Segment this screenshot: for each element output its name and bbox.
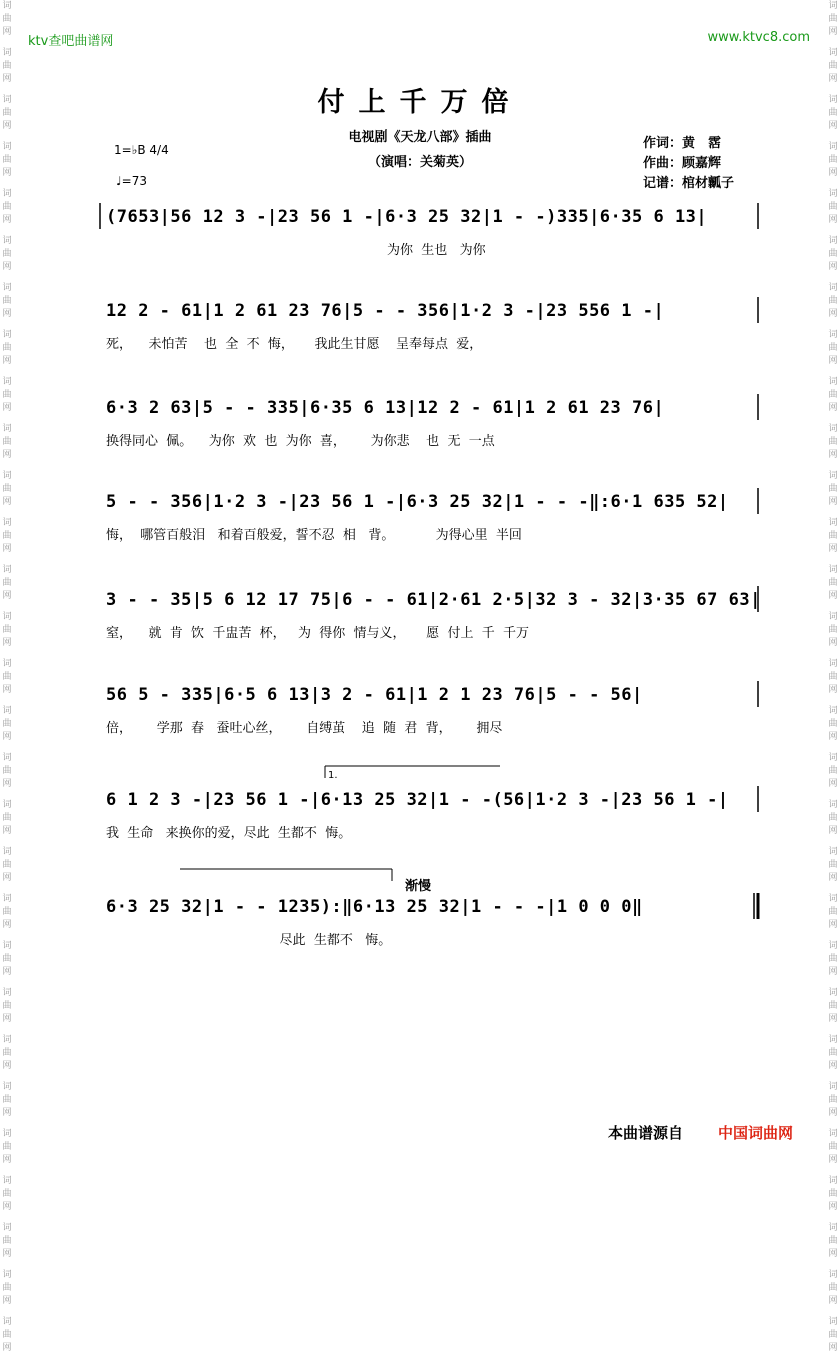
watermark-char: 网: [828, 450, 838, 460]
lyrics: 窒， 就 肯 饮 千盅苦 杯， 为 得你 情与义， 愿 付上 千 千万: [106, 626, 529, 641]
watermark-char: 网: [2, 967, 12, 977]
tempo-marking: ♩=73: [116, 174, 147, 188]
watermark-char: 词: [2, 236, 12, 246]
watermark-char: 词: [2, 847, 12, 857]
key-signature: 1=♭B 4/4: [114, 143, 169, 157]
header-left-site: ktv查吧曲谱网: [28, 34, 114, 49]
tempo-mark-ritardando: 渐慢: [405, 879, 432, 894]
watermark-char: 网: [828, 732, 838, 742]
watermark-char: 网: [828, 1014, 838, 1024]
watermark-char: 词: [2, 471, 12, 481]
watermark-char: 词: [2, 753, 12, 763]
watermark-gap: [0, 321, 14, 329]
watermark-gap: [826, 462, 840, 470]
watermark-char: 词: [828, 471, 838, 481]
watermark-char: 词: [828, 330, 838, 340]
watermark-gap: [0, 979, 14, 987]
watermark-char: 词: [828, 659, 838, 669]
watermark-gap: [0, 556, 14, 564]
watermark-char: 网: [828, 403, 838, 413]
watermark-char: 曲: [2, 1283, 12, 1293]
watermark-gap: [826, 697, 840, 705]
watermark-char: 曲: [2, 249, 12, 259]
watermark-char: 网: [2, 215, 12, 225]
left-watermark-strip: [0, 0, 14, 1353]
notes: 6·3 25 32|1 - - 1235):‖6·13 25 32|1 - - -|1 0 0 0‖: [106, 897, 643, 917]
watermark-char: 网: [828, 309, 838, 319]
watermark-char: 曲: [828, 1330, 838, 1340]
watermark-char: 网: [2, 1343, 12, 1353]
watermark-char: 网: [828, 262, 838, 272]
watermark-char: 曲: [2, 1001, 12, 1011]
watermark-char: 曲: [2, 954, 12, 964]
watermark-char: 词: [828, 1223, 838, 1233]
watermark-gap: [826, 932, 840, 940]
watermark-char: 词: [828, 189, 838, 199]
watermark-char: 网: [828, 215, 838, 225]
watermark-gap: [0, 1355, 14, 1363]
watermark-char: 词: [828, 1176, 838, 1186]
notes: (7653|56 12 3 -|23 56 1 -|6·3 25 32|1 - -)335|6·35 6 13|: [106, 207, 708, 227]
watermark-char: 词: [2, 612, 12, 622]
watermark-char: 词: [828, 48, 838, 58]
watermark-char: 曲: [2, 1048, 12, 1058]
lyricist: 作词：黄 霑: [643, 136, 722, 151]
watermark-char: 网: [2, 1296, 12, 1306]
notation-by: 记谱：棺材瓤子: [643, 176, 735, 191]
watermark-char: 网: [2, 450, 12, 460]
watermark-char: 词: [2, 1317, 12, 1327]
watermark-char: 词: [2, 142, 12, 152]
watermark-char: 词: [828, 1270, 838, 1280]
watermark-gap: [826, 39, 840, 47]
watermark-char: 网: [2, 779, 12, 789]
watermark-char: 曲: [828, 249, 838, 259]
watermark-char: 网: [828, 685, 838, 695]
watermark-char: 词: [2, 1176, 12, 1186]
watermark-char: 曲: [828, 155, 838, 165]
watermark-char: 词: [2, 330, 12, 340]
watermark-gap: [826, 556, 840, 564]
watermark-gap: [0, 415, 14, 423]
notes: 6·3 2 63|5 - - 335|6·35 6 13|12 2 - 61|1 2 61 23 76|: [106, 398, 665, 418]
watermark-char: 网: [828, 168, 838, 178]
watermark-gap: [826, 1261, 840, 1269]
watermark-char: 词: [2, 894, 12, 904]
watermark-char: 词: [828, 1129, 838, 1139]
watermark-gap: [0, 462, 14, 470]
watermark-gap: [826, 1167, 840, 1175]
watermark-char: 词: [828, 847, 838, 857]
watermark-char: 网: [828, 544, 838, 554]
watermark-gap: [826, 1026, 840, 1034]
performer: （演唱：关菊英）: [367, 155, 472, 170]
watermark-char: 网: [2, 1249, 12, 1259]
watermark-char: 网: [2, 168, 12, 178]
watermark-char: 曲: [828, 531, 838, 541]
notes: 12 2 - 61|1 2 61 23 76|5 - - 356|1·2 3 -|23 556 1 -|: [106, 301, 665, 321]
watermark-char: 曲: [828, 437, 838, 447]
watermark-char: 曲: [2, 1236, 12, 1246]
watermark-char: 曲: [828, 813, 838, 823]
watermark-char: 网: [2, 873, 12, 883]
watermark-char: 曲: [2, 296, 12, 306]
watermark-char: 词: [2, 1270, 12, 1280]
watermark-char: 词: [2, 565, 12, 575]
watermark-gap: [826, 368, 840, 376]
watermark-char: 网: [828, 920, 838, 930]
watermark-gap: [0, 1026, 14, 1034]
watermark-char: 词: [2, 1129, 12, 1139]
watermark-char: 网: [2, 685, 12, 695]
watermark-char: 词: [828, 612, 838, 622]
watermark-char: 网: [2, 27, 12, 37]
lyrics: 尽此 生都不 悔。: [106, 933, 392, 948]
watermark-char: 词: [828, 1317, 838, 1327]
watermark-char: 曲: [828, 1283, 838, 1293]
watermark-gap: [826, 979, 840, 987]
watermark-char: 网: [828, 497, 838, 507]
watermark-char: 网: [2, 826, 12, 836]
watermark-char: 曲: [828, 1048, 838, 1058]
watermark-char: 词: [2, 659, 12, 669]
watermark-char: 曲: [828, 860, 838, 870]
watermark-gap: [0, 744, 14, 752]
watermark-char: 曲: [2, 61, 12, 71]
watermark-char: 网: [828, 27, 838, 37]
watermark-char: 网: [828, 1108, 838, 1118]
watermark-char: 曲: [828, 1095, 838, 1105]
watermark-char: 曲: [2, 531, 12, 541]
watermark-char: 网: [2, 74, 12, 84]
watermark-char: 曲: [828, 1236, 838, 1246]
watermark-char: 网: [2, 732, 12, 742]
watermark-char: 网: [828, 873, 838, 883]
watermark-gap: [0, 368, 14, 376]
volta-label: 1.: [328, 770, 338, 781]
watermark-char: 曲: [828, 719, 838, 729]
watermark-char: 曲: [828, 296, 838, 306]
watermark-gap: [0, 1308, 14, 1316]
watermark-char: 词: [828, 142, 838, 152]
watermark-char: 词: [828, 753, 838, 763]
watermark-char: 网: [2, 121, 12, 131]
watermark-char: 网: [828, 74, 838, 84]
watermark-gap: [826, 838, 840, 846]
lyrics: 悔， 哪管百般泪 和着百般爱，誓不忍 相 背。 为得心里 半回: [106, 528, 522, 543]
watermark-char: 网: [828, 591, 838, 601]
watermark-gap: [826, 650, 840, 658]
watermark-char: 网: [828, 356, 838, 366]
watermark-char: 词: [828, 424, 838, 434]
watermark-char: 曲: [828, 390, 838, 400]
watermark-char: 网: [2, 1108, 12, 1118]
watermark-char: 曲: [828, 202, 838, 212]
watermark-gap: [0, 1120, 14, 1128]
watermark-gap: [0, 180, 14, 188]
watermark-gap: [826, 274, 840, 282]
credits: [643, 134, 734, 194]
watermark-char: 曲: [2, 625, 12, 635]
watermark-gap: [0, 838, 14, 846]
watermark-char: 词: [2, 1035, 12, 1045]
watermark-gap: [826, 1214, 840, 1222]
watermark-char: 词: [2, 988, 12, 998]
watermark-char: 曲: [828, 484, 838, 494]
watermark-char: 网: [2, 1155, 12, 1165]
lyrics: 换得同心 佩。 为你 欢 也 为你 喜， 为你悲 也 无 一点: [106, 434, 495, 449]
watermark-gap: [0, 509, 14, 517]
watermark-char: 曲: [2, 343, 12, 353]
watermark-char: 词: [828, 565, 838, 575]
watermark-char: 曲: [828, 14, 838, 24]
watermark-char: 网: [2, 262, 12, 272]
watermark-gap: [826, 885, 840, 893]
watermark-char: 词: [828, 236, 838, 246]
watermark-char: 网: [828, 779, 838, 789]
lyrics: 我 生命 来换你的爱，尽此 生都不 悔。: [106, 826, 352, 841]
watermark-char: 曲: [2, 1330, 12, 1340]
watermark-gap: [826, 321, 840, 329]
watermark-char: 网: [828, 1296, 838, 1306]
watermark-char: 词: [2, 283, 12, 293]
watermark-gap: [0, 1167, 14, 1175]
watermark-char: 词: [2, 1, 12, 11]
watermark-char: 曲: [2, 860, 12, 870]
watermark-char: 网: [2, 356, 12, 366]
watermark-char: 曲: [828, 672, 838, 682]
watermark-char: 词: [2, 48, 12, 58]
lyrics: 倍， 学那 春 蚕吐心丝， 自缚茧 追 随 君 背， 拥尽: [106, 721, 503, 736]
watermark-char: 网: [2, 497, 12, 507]
watermark-char: 网: [2, 544, 12, 554]
watermark-char: 网: [2, 920, 12, 930]
lyrics: 为你 生也 为你: [106, 243, 486, 258]
watermark-char: 词: [2, 518, 12, 528]
notes: 56 5 - 335|6·5 6 13|3 2 - 61|1 2 1 23 76|5 - - 56|: [106, 685, 643, 705]
song-title: 付上千万倍: [317, 87, 523, 118]
watermark-char: 词: [828, 1082, 838, 1092]
watermark-gap: [826, 603, 840, 611]
watermark-char: 词: [828, 95, 838, 105]
song-subtitle: 电视剧《天龙八部》插曲: [348, 130, 492, 145]
watermark-gap: [826, 744, 840, 752]
right-watermark-strip: [826, 0, 840, 1353]
watermark-char: 曲: [828, 625, 838, 635]
watermark-char: 词: [2, 424, 12, 434]
watermark-gap: [826, 1120, 840, 1128]
header-right-url: www.ktvc8.com: [707, 30, 810, 45]
watermark-char: 词: [828, 894, 838, 904]
watermark-gap: [826, 227, 840, 235]
watermark-gap: [826, 1355, 840, 1363]
watermark-char: 网: [828, 826, 838, 836]
watermark-char: 曲: [2, 1142, 12, 1152]
watermark-gap: [0, 932, 14, 940]
watermark-char: 曲: [2, 108, 12, 118]
watermark-char: 曲: [828, 61, 838, 71]
watermark-char: 词: [2, 189, 12, 199]
watermark-char: 曲: [2, 390, 12, 400]
watermark-char: 词: [828, 377, 838, 387]
notes: 3 - - 35|5 6 12 17 75|6 - - 61|2·61 2·5|32 3 - 32|3·35 67 63|: [106, 590, 761, 610]
watermark-char: 曲: [828, 907, 838, 917]
watermark-char: 曲: [828, 108, 838, 118]
watermark-char: 网: [828, 1155, 838, 1165]
watermark-char: 网: [2, 1061, 12, 1071]
watermark-char: 曲: [828, 1189, 838, 1199]
notes: 5 - - 356|1·2 3 -|23 56 1 -|6·3 25 32|1 - - -‖:6·1 635 52|: [106, 492, 729, 512]
watermark-char: 词: [2, 706, 12, 716]
watermark-char: 网: [828, 967, 838, 977]
lyrics: 死， 未怕苦 也 全 不 悔， 我此生甘愿 呈奉每点 爱，: [106, 337, 483, 352]
watermark-char: 词: [2, 1082, 12, 1092]
footer-source-label: 本曲谱源自: [608, 1124, 684, 1142]
watermark-gap: [0, 1261, 14, 1269]
watermark-gap: [0, 1214, 14, 1222]
watermark-gap: [0, 274, 14, 282]
watermark-gap: [0, 697, 14, 705]
watermark-gap: [0, 39, 14, 47]
watermark-char: 曲: [2, 155, 12, 165]
watermark-char: 网: [828, 638, 838, 648]
watermark-char: 词: [2, 1223, 12, 1233]
watermark-gap: [826, 509, 840, 517]
watermark-char: 网: [828, 1249, 838, 1259]
watermark-char: 曲: [828, 343, 838, 353]
watermark-char: 网: [2, 309, 12, 319]
watermark-char: 曲: [2, 14, 12, 24]
notes: 6 1 2 3 -|23 56 1 -|6·13 25 32|1 - -(56|1·2 3 -|23 56 1 -|: [106, 790, 729, 810]
watermark-gap: [0, 650, 14, 658]
watermark-char: 曲: [2, 437, 12, 447]
watermark-gap: [0, 227, 14, 235]
watermark-char: 网: [828, 1343, 838, 1353]
watermark-char: 网: [828, 1061, 838, 1071]
watermark-char: 网: [828, 1202, 838, 1212]
footer-site-link[interactable]: 中国词曲网: [718, 1124, 794, 1142]
watermark-char: 词: [2, 95, 12, 105]
watermark-gap: [0, 885, 14, 893]
watermark-char: 词: [828, 988, 838, 998]
watermark-gap: [826, 180, 840, 188]
watermark-char: 曲: [828, 766, 838, 776]
watermark-char: 网: [2, 638, 12, 648]
watermark-char: 词: [828, 1, 838, 11]
watermark-char: 词: [828, 800, 838, 810]
composer: 作曲：顾嘉辉: [643, 156, 722, 171]
watermark-char: 曲: [828, 1142, 838, 1152]
watermark-char: 曲: [2, 484, 12, 494]
watermark-char: 曲: [828, 578, 838, 588]
watermark-char: 词: [2, 377, 12, 387]
watermark-char: 曲: [2, 578, 12, 588]
watermark-char: 词: [828, 283, 838, 293]
watermark-char: 曲: [2, 719, 12, 729]
watermark-gap: [826, 415, 840, 423]
watermark-char: 词: [828, 518, 838, 528]
watermark-char: 网: [828, 121, 838, 131]
watermark-char: 网: [2, 403, 12, 413]
watermark-char: 词: [2, 800, 12, 810]
watermark-char: 曲: [2, 766, 12, 776]
watermark-char: 曲: [2, 672, 12, 682]
watermark-char: 曲: [2, 907, 12, 917]
watermark-char: 曲: [2, 1095, 12, 1105]
watermark-char: 词: [828, 706, 838, 716]
watermark-gap: [826, 1308, 840, 1316]
watermark-char: 曲: [2, 813, 12, 823]
watermark-char: 词: [2, 941, 12, 951]
watermark-char: 词: [828, 1035, 838, 1045]
watermark-char: 词: [828, 941, 838, 951]
watermark-char: 网: [2, 1202, 12, 1212]
watermark-char: 曲: [828, 1001, 838, 1011]
watermark-gap: [0, 1073, 14, 1081]
watermark-gap: [0, 603, 14, 611]
watermark-gap: [0, 791, 14, 799]
watermark-char: 网: [2, 1014, 12, 1024]
watermark-char: 曲: [828, 954, 838, 964]
watermark-char: 曲: [2, 1189, 12, 1199]
watermark-gap: [826, 1073, 840, 1081]
watermark-char: 曲: [2, 202, 12, 212]
watermark-gap: [826, 791, 840, 799]
watermark-char: 网: [2, 591, 12, 601]
